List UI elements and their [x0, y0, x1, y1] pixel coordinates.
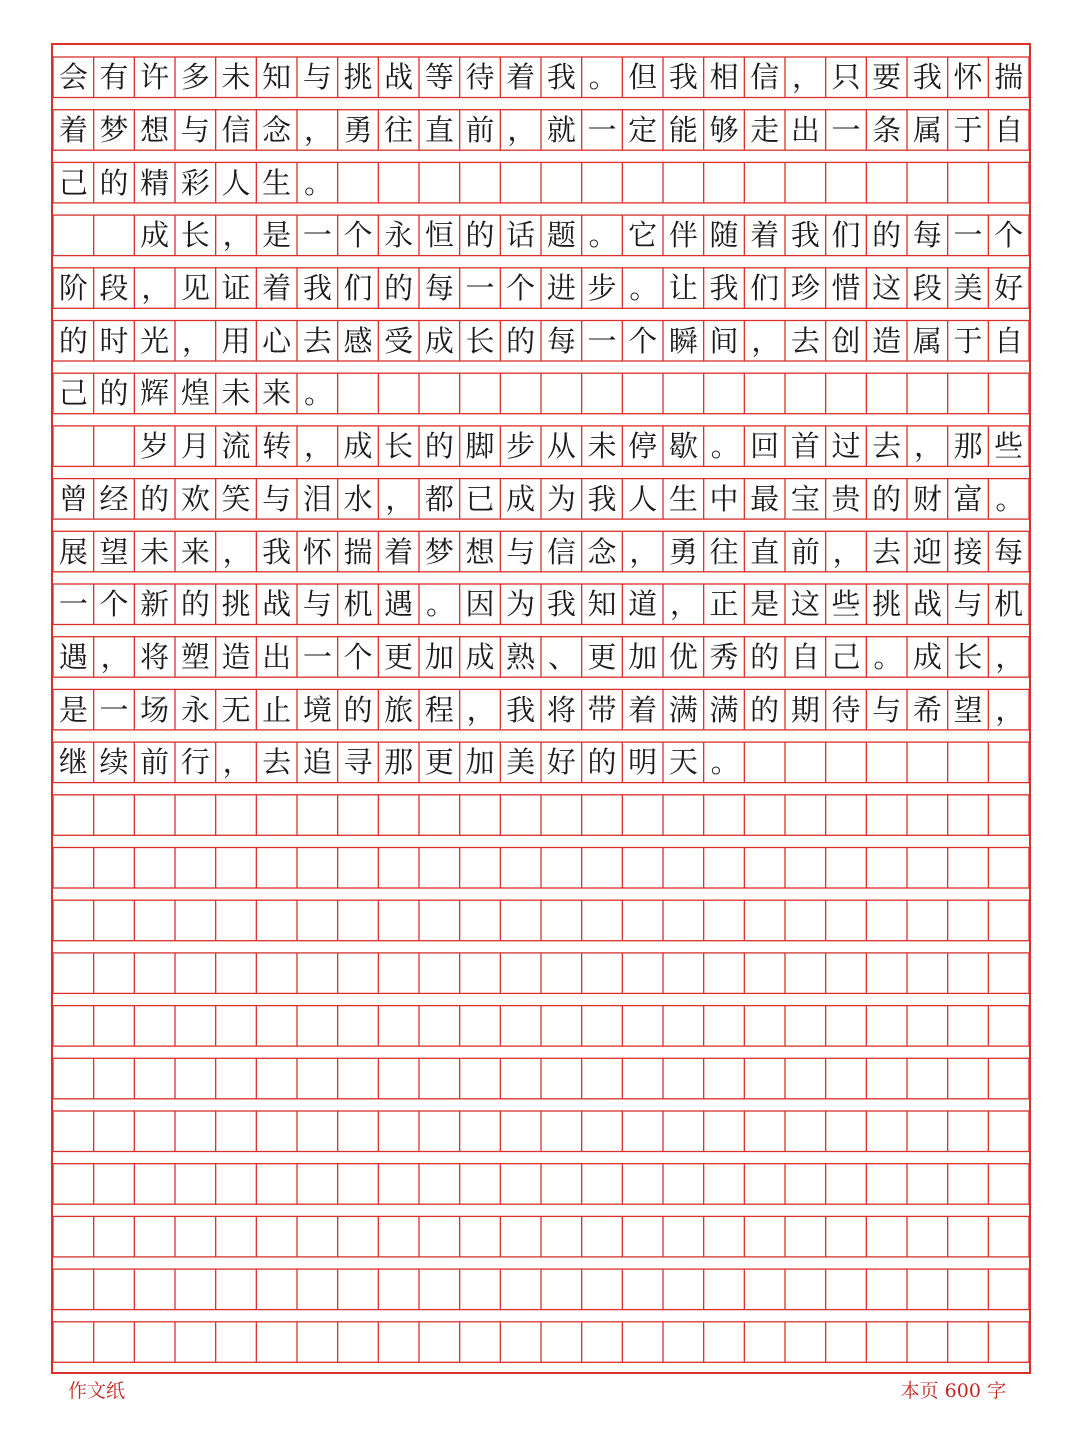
essay-char: 想	[465, 534, 495, 569]
essay-char: 条	[872, 112, 902, 147]
essay-char: 我	[709, 271, 739, 306]
essay-char: 段	[912, 271, 942, 306]
essay-char: 己	[58, 376, 88, 411]
essay-char: 我	[587, 481, 617, 516]
essay-char: 成	[424, 323, 454, 358]
essay-char: 着	[58, 112, 88, 147]
essay-char: 正	[709, 587, 739, 622]
essay-char: 惜	[831, 271, 861, 306]
essay-char: 满	[709, 692, 739, 727]
essay-char: 笑	[221, 481, 251, 516]
composition-sheet	[51, 43, 1031, 1374]
essay-char: 新	[140, 587, 170, 622]
essay-char: 这	[790, 587, 820, 622]
essay-char: 梦	[424, 534, 454, 569]
essay-char: 出	[790, 112, 820, 147]
essay-char: 知	[262, 60, 292, 95]
essay-char: 个	[99, 587, 129, 622]
essay-char: 这	[872, 271, 902, 306]
essay-char: 人	[628, 481, 658, 516]
essay-char: 们	[831, 218, 861, 253]
essay-char: 个	[506, 271, 536, 306]
essay-char: 直	[424, 112, 454, 147]
essay-char: 一	[302, 639, 332, 674]
essay-char: 待	[831, 692, 861, 727]
essay-char: 前	[140, 745, 170, 780]
essay-char: 生	[262, 165, 292, 200]
essay-char: 首	[790, 429, 820, 464]
essay-char: 光	[140, 323, 170, 358]
essay-char: 我	[506, 692, 536, 727]
essay-char: 财	[912, 481, 942, 516]
essay-char: ，	[100, 639, 130, 674]
essay-char: 证	[221, 271, 251, 306]
essay-char: 们	[343, 271, 373, 306]
essay-char: 歇	[668, 429, 698, 464]
essay-char: 追	[302, 745, 332, 780]
essay-char: 流	[221, 429, 251, 464]
essay-char: 一	[465, 271, 495, 306]
essay-char: 己	[831, 639, 861, 674]
essay-char: 场	[140, 692, 170, 727]
essay-char: 知	[587, 587, 617, 622]
essay-char: 去	[872, 429, 902, 464]
essay-char: 那	[953, 429, 983, 464]
essay-char: 走	[750, 112, 780, 147]
essay-char: 停	[628, 429, 658, 464]
essay-char: 转	[262, 429, 292, 464]
essay-char: 期	[790, 692, 820, 727]
essay-char: 自	[994, 323, 1024, 358]
essay-char: 美	[953, 271, 983, 306]
essay-char: 每	[912, 218, 942, 253]
essay-char: 我	[668, 60, 698, 95]
essay-char: 富	[953, 481, 983, 516]
essay-char: 。	[629, 271, 659, 306]
essay-char: 贵	[831, 481, 861, 516]
essay-char: 程	[424, 692, 454, 727]
essay-char: ，	[751, 323, 781, 358]
essay-char: 前	[465, 112, 495, 147]
essay-char: 展	[58, 534, 88, 569]
essay-char: 想	[140, 112, 170, 147]
paper-label: 作文纸	[68, 1380, 126, 1402]
essay-char: 我	[912, 60, 942, 95]
essay-char: 成	[140, 218, 170, 253]
essay-char: 珍	[790, 271, 820, 306]
essay-char: 。	[588, 60, 618, 95]
essay-char: 。	[873, 639, 903, 674]
essay-char: 的	[140, 481, 170, 516]
essay-char: 更	[587, 639, 617, 674]
essay-char: 欢	[180, 481, 210, 516]
essay-char: 长	[384, 429, 414, 464]
essay-char: 更	[384, 639, 414, 674]
essay-char: 自	[994, 112, 1024, 147]
essay-char: 些	[831, 587, 861, 622]
essay-char: 美	[506, 745, 536, 780]
essay-char: 揣	[343, 534, 373, 569]
essay-char: 一	[302, 218, 332, 253]
essay-char: 迎	[912, 534, 942, 569]
essay-char: 每	[424, 271, 454, 306]
essay-char: 会	[58, 60, 88, 95]
essay-char: 遇	[384, 587, 414, 622]
essay-char: 够	[709, 112, 739, 147]
essay-char: 将	[140, 639, 170, 674]
essay-char: 加	[465, 745, 495, 780]
essay-char: 秀	[709, 639, 739, 674]
essay-char: 成	[912, 639, 942, 674]
essay-char: 有	[99, 60, 129, 95]
essay-char: 梦	[99, 112, 129, 147]
essay-char: 遇	[58, 639, 88, 674]
essay-char: 过	[831, 429, 861, 464]
essay-char: 着	[628, 692, 658, 727]
essay-char: 个	[628, 323, 658, 358]
essay-char: 回	[750, 429, 780, 464]
essay-char: 挑	[221, 587, 251, 622]
essay-char: 成	[343, 429, 373, 464]
essay-char: 前	[790, 534, 820, 569]
essay-char: ，	[385, 481, 415, 516]
essay-char: 满	[668, 692, 698, 727]
essay-char: 怀	[953, 60, 983, 95]
essay-char: 着	[384, 534, 414, 569]
essay-char: ，	[629, 534, 659, 569]
essay-char: 去	[872, 534, 902, 569]
essay-char: 与	[180, 112, 210, 147]
essay-char: 与	[506, 534, 536, 569]
essay-char: 心	[262, 323, 292, 358]
essay-char: 的	[465, 218, 495, 253]
essay-char: ，	[222, 534, 252, 569]
essay-char: 战	[912, 587, 942, 622]
essay-char: 与	[262, 481, 292, 516]
essay-char: 让	[668, 271, 698, 306]
essay-char: 。	[304, 165, 334, 200]
essay-char: 。	[710, 429, 740, 464]
essay-char: 续	[99, 745, 129, 780]
essay-char: 念	[587, 534, 617, 569]
essay-char: 瞬	[668, 323, 698, 358]
essay-char: 着	[750, 218, 780, 253]
essay-char: 的	[99, 376, 129, 411]
essay-char: 止	[262, 692, 292, 727]
essay-char: 个	[343, 218, 373, 253]
essay-char: 好	[546, 745, 576, 780]
essay-char: 优	[668, 639, 698, 674]
essay-char: 继	[58, 745, 88, 780]
essay-char: 属	[912, 112, 942, 147]
essay-char: 将	[546, 692, 576, 727]
essay-char: 境	[302, 692, 332, 727]
essay-char: 精	[140, 165, 170, 200]
essay-char: 为	[506, 587, 536, 622]
essay-char: 的	[872, 218, 902, 253]
essay-char: 定	[628, 112, 658, 147]
essay-char: 但	[628, 60, 658, 95]
essay-char: 的	[506, 323, 536, 358]
essay-char: 一	[587, 323, 617, 358]
essay-char: 与	[302, 60, 332, 95]
essay-char: 经	[99, 481, 129, 516]
essay-char: 着	[262, 271, 292, 306]
essay-char: ，	[792, 60, 822, 95]
essay-char: 旅	[384, 692, 414, 727]
essay-char: 的	[99, 165, 129, 200]
essay-char: 往	[384, 112, 414, 147]
essay-char: 它	[628, 218, 658, 253]
essay-char: 用	[221, 323, 251, 358]
essay-char: 、	[548, 639, 578, 674]
essay-char: ，	[141, 271, 171, 306]
essay-char: 的	[58, 323, 88, 358]
essay-char: 信	[546, 534, 576, 569]
essay-char: 望	[953, 692, 983, 727]
essay-char: 出	[262, 639, 292, 674]
essay-char: 阶	[58, 271, 88, 306]
essay-char: 伴	[668, 218, 698, 253]
page-word-count: 本页 600 字	[900, 1380, 1006, 1402]
essay-char: ，	[222, 218, 252, 253]
essay-char: 未	[140, 534, 170, 569]
essay-char: 行	[180, 745, 210, 780]
essay-char: 成	[465, 639, 495, 674]
essay-char: 等	[424, 60, 454, 95]
essay-char: 的	[587, 745, 617, 780]
essay-char: 随	[709, 218, 739, 253]
essay-char: 题	[546, 218, 576, 253]
essay-char: 是	[58, 692, 88, 727]
essay-char: 因	[465, 587, 495, 622]
essay-char: 长	[180, 218, 210, 253]
essay-char: 永	[180, 692, 210, 727]
essay-char: 恒	[424, 218, 454, 253]
essay-char: 水	[343, 481, 373, 516]
essay-char: 更	[424, 745, 454, 780]
essay-char: 带	[587, 692, 617, 727]
essay-char: 人	[221, 165, 251, 200]
essay-char: 寻	[343, 745, 373, 780]
essay-char: 脚	[465, 429, 495, 464]
essay-char: 去	[790, 323, 820, 358]
essay-char: 勇	[343, 112, 373, 147]
essay-char: 彩	[180, 165, 210, 200]
essay-char: 能	[668, 112, 698, 147]
essay-char: 未	[221, 60, 251, 95]
essay-char: 要	[872, 60, 902, 95]
essay-char: 从	[546, 429, 576, 464]
essay-char: 个	[994, 218, 1024, 253]
essay-char: 未	[221, 376, 251, 411]
essay-char: 属	[912, 323, 942, 358]
essay-char: 接	[953, 534, 983, 569]
essay-char: 望	[99, 534, 129, 569]
essay-char: 战	[262, 587, 292, 622]
essay-char: ，	[914, 429, 944, 464]
essay-char: 塑	[180, 639, 210, 674]
essay-char: 去	[302, 323, 332, 358]
essay-char: 岁	[140, 429, 170, 464]
essay-char: 一	[831, 112, 861, 147]
essay-char: 煌	[180, 376, 210, 411]
essay-char: 无	[221, 692, 251, 727]
essay-char: 步	[506, 429, 536, 464]
essay-char: 。	[710, 745, 740, 780]
essay-char: 为	[546, 481, 576, 516]
essay-char: 揣	[994, 60, 1024, 95]
essay-char: 月	[180, 429, 210, 464]
essay-char: 信	[750, 60, 780, 95]
essay-char: 与	[953, 587, 983, 622]
essay-char: ，	[995, 692, 1025, 727]
essay-char: 相	[709, 60, 739, 95]
essay-char: 个	[343, 639, 373, 674]
essay-char: 已	[465, 481, 495, 516]
essay-char: 生	[668, 481, 698, 516]
essay-char: ，	[670, 587, 700, 622]
essay-char: 的	[872, 481, 902, 516]
essay-char: ，	[466, 692, 496, 727]
essay-char: 就	[546, 112, 576, 147]
essay-char: 一	[99, 692, 129, 727]
essay-char: 的	[424, 429, 454, 464]
essay-char: 每	[546, 323, 576, 358]
essay-char: 的	[750, 639, 780, 674]
essay-char: 们	[750, 271, 780, 306]
essay-char: 去	[262, 745, 292, 780]
essay-char: 加	[628, 639, 658, 674]
essay-char: 道	[628, 587, 658, 622]
essay-char: 步	[587, 271, 617, 306]
essay-char: 只	[831, 60, 861, 95]
essay-char: 希	[912, 692, 942, 727]
essay-char: 中	[709, 481, 739, 516]
essay-char: 念	[262, 112, 292, 147]
essay-char: 许	[140, 60, 170, 95]
essay-char: 话	[506, 218, 536, 253]
essay-char: 。	[426, 587, 456, 622]
essay-char: 挑	[872, 587, 902, 622]
essay-char: 造	[221, 639, 251, 674]
essay-char: 间	[709, 323, 739, 358]
essay-char: 机	[343, 587, 373, 622]
essay-char: 于	[953, 323, 983, 358]
essay-char: 我	[790, 218, 820, 253]
essay-char: 都	[424, 481, 454, 516]
essay-char: 泪	[302, 481, 332, 516]
essay-char: 。	[304, 376, 334, 411]
essay-char: 直	[750, 534, 780, 569]
essay-char: 往	[709, 534, 739, 569]
essay-char: ，	[304, 429, 334, 464]
essay-char: 来	[180, 534, 210, 569]
essay-char: 信	[221, 112, 251, 147]
essay-char: 见	[180, 271, 210, 306]
essay-char: 。	[588, 218, 618, 253]
essay-char: 感	[343, 323, 373, 358]
essay-char: 一	[587, 112, 617, 147]
essay-char: 长	[953, 639, 983, 674]
essay-char: 最	[750, 481, 780, 516]
essay-char: 永	[384, 218, 414, 253]
essay-char: 时	[99, 323, 129, 358]
essay-char: 曾	[58, 481, 88, 516]
essay-char: 战	[384, 60, 414, 95]
essay-char: 成	[506, 481, 536, 516]
essay-char: 未	[587, 429, 617, 464]
essay-char: 勇	[668, 534, 698, 569]
essay-char: ，	[995, 639, 1025, 674]
essay-char: 是	[750, 587, 780, 622]
essay-char: 熟	[506, 639, 536, 674]
essay-char: 机	[994, 587, 1024, 622]
essay-char: 的	[750, 692, 780, 727]
essay-char: 与	[872, 692, 902, 727]
essay-char: 创	[831, 323, 861, 358]
essay-char: 长	[465, 323, 495, 358]
essay-char: 造	[872, 323, 902, 358]
essay-char: 的	[180, 587, 210, 622]
essay-char: 己	[58, 165, 88, 200]
essay-char: 我	[546, 60, 576, 95]
essay-char: 怀	[302, 534, 332, 569]
essay-char: 来	[262, 376, 292, 411]
essay-char: 。	[995, 481, 1025, 516]
essay-char: 的	[384, 271, 414, 306]
essay-char: 我	[262, 534, 292, 569]
essay-char: 自	[790, 639, 820, 674]
essay-char: 着	[506, 60, 536, 95]
essay-char: ，	[832, 534, 862, 569]
essay-char: 一	[953, 218, 983, 253]
essay-char: 好	[994, 271, 1024, 306]
essay-char: 于	[953, 112, 983, 147]
essay-char: 段	[99, 271, 129, 306]
essay-char: 天	[668, 745, 698, 780]
essay-char: 一	[58, 587, 88, 622]
essay-char: 些	[994, 429, 1024, 464]
essay-char: 那	[384, 745, 414, 780]
essay-char: 待	[465, 60, 495, 95]
essay-char: 明	[628, 745, 658, 780]
essay-char: 挑	[343, 60, 373, 95]
essay-char: 辉	[140, 376, 170, 411]
essay-char: 我	[546, 587, 576, 622]
essay-char: 的	[343, 692, 373, 727]
essay-char: 加	[424, 639, 454, 674]
essay-char: ，	[222, 745, 252, 780]
essay-char: 进	[546, 271, 576, 306]
essay-char: 多	[180, 60, 210, 95]
essay-char: 我	[302, 271, 332, 306]
essay-char: ，	[304, 112, 334, 147]
essay-char: 是	[262, 218, 292, 253]
essay-char: 宝	[790, 481, 820, 516]
essay-char: 与	[302, 587, 332, 622]
essay-char: 受	[384, 323, 414, 358]
essay-char: ，	[507, 112, 537, 147]
essay-char: 每	[994, 534, 1024, 569]
essay-char: ，	[182, 323, 212, 358]
